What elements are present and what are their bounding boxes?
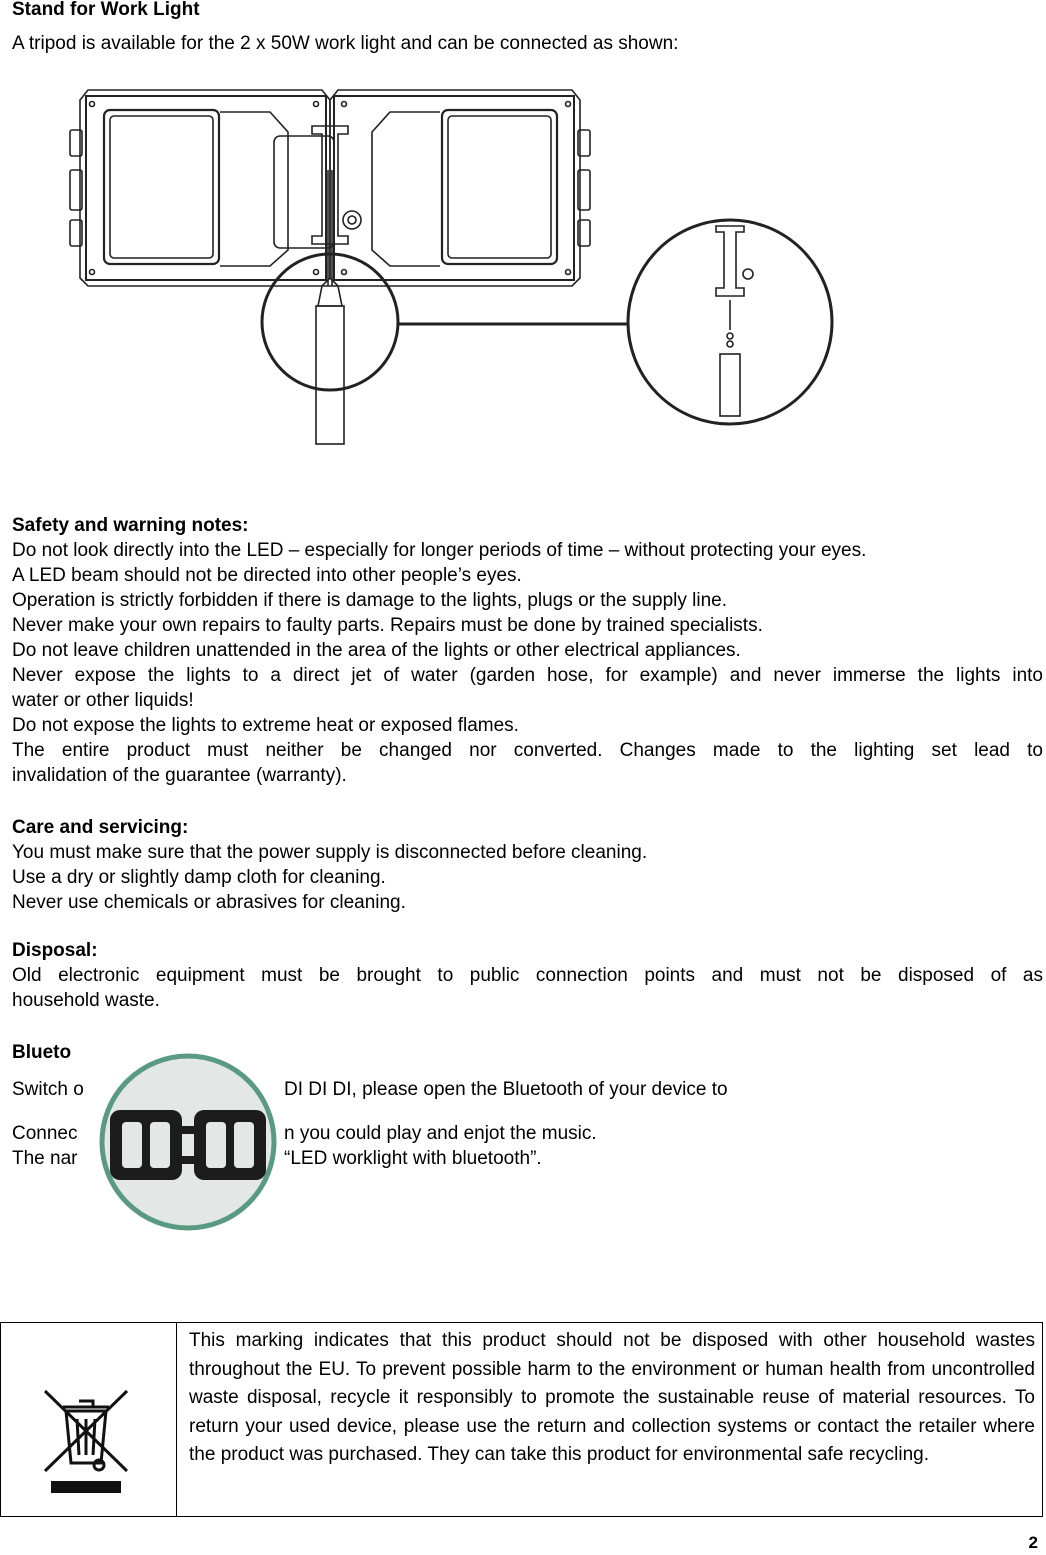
bluetooth-light-icon	[98, 1052, 278, 1232]
stand-heading: Stand for Work Light	[12, 0, 200, 20]
stand-intro: A tripod is available for the 2 x 50W work light and can be connected as shown:	[12, 33, 679, 54]
weee-text: This marking indicates that this product should not be disposed with other household wastes throughout the EU. To prevent possible harm to the environment or human health from uncontrolled waste disposal, recycle it responsibly to promote the sustainable reuse of material resources. To return your used device, please use the return and collection systems or contact the retailer where the product was purchased. They can take this product for environmental safe recycling.	[189, 1330, 1035, 1465]
safety-line: Do not look directly into the LED – especially for longer periods of time – without protecting your eyes.	[12, 540, 867, 561]
care-line: Use a dry or slightly damp cloth for cleaning.	[12, 867, 386, 888]
bluetooth-heading: Blueto	[12, 1042, 72, 1063]
safety-line: invalidation of the guarantee (warranty).	[12, 765, 347, 786]
bluetooth-line2-end: n you could play and enjot the music.	[284, 1123, 597, 1144]
crossed-out-wheelie-bin-icon	[41, 1381, 131, 1501]
bluetooth-line1-end: DI DI DI, please open the Bluetooth of your device to	[284, 1079, 728, 1100]
disposal-heading: Disposal:	[12, 940, 98, 961]
safety-line: The entire product must neither be changed nor converted. Changes made to the lighting set lead to	[12, 740, 1043, 761]
safety-line: Never make your own repairs to faulty parts. Repairs must be done by trained specialists.	[12, 615, 763, 636]
care-line: You must make sure that the power supply is disconnected before cleaning.	[12, 842, 648, 863]
safety-line: Do not leave children unattended in the area of the lights or other electrical appliances.	[12, 640, 741, 661]
bluetooth-line3-start: The nar	[12, 1148, 78, 1169]
bluetooth-line3-end: “LED worklight with bluetooth”.	[284, 1148, 542, 1169]
safety-line: water or other liquids!	[12, 690, 194, 711]
safety-line: A LED beam should not be directed into other people’s eyes.	[12, 565, 522, 586]
page-number: 2	[1028, 1533, 1038, 1552]
care-line: Never use chemicals or abrasives for cleaning.	[12, 892, 406, 913]
safety-heading: Safety and warning notes:	[12, 515, 249, 536]
disposal-line: household waste.	[12, 990, 160, 1011]
safety-line: Never expose the lights to a direct jet of water (garden hose, for example) and never immerse the lights into	[12, 665, 1043, 686]
disposal-line: Old electronic equipment must be brought to public connection points and must not be disposed of as	[12, 965, 1043, 986]
weee-icon-cell	[1, 1323, 177, 1516]
bluetooth-line1-start: Switch o	[12, 1079, 84, 1100]
work-light-tripod-diagram	[30, 60, 850, 460]
care-heading: Care and servicing:	[12, 817, 189, 838]
safety-line: Do not expose the lights to extreme heat or exposed flames.	[12, 715, 519, 736]
safety-line: Operation is strictly forbidden if there is damage to the lights, plugs or the supply line.	[12, 590, 727, 611]
weee-notice-box	[0, 1322, 1043, 1517]
bluetooth-line2-start: Connec	[12, 1123, 78, 1144]
